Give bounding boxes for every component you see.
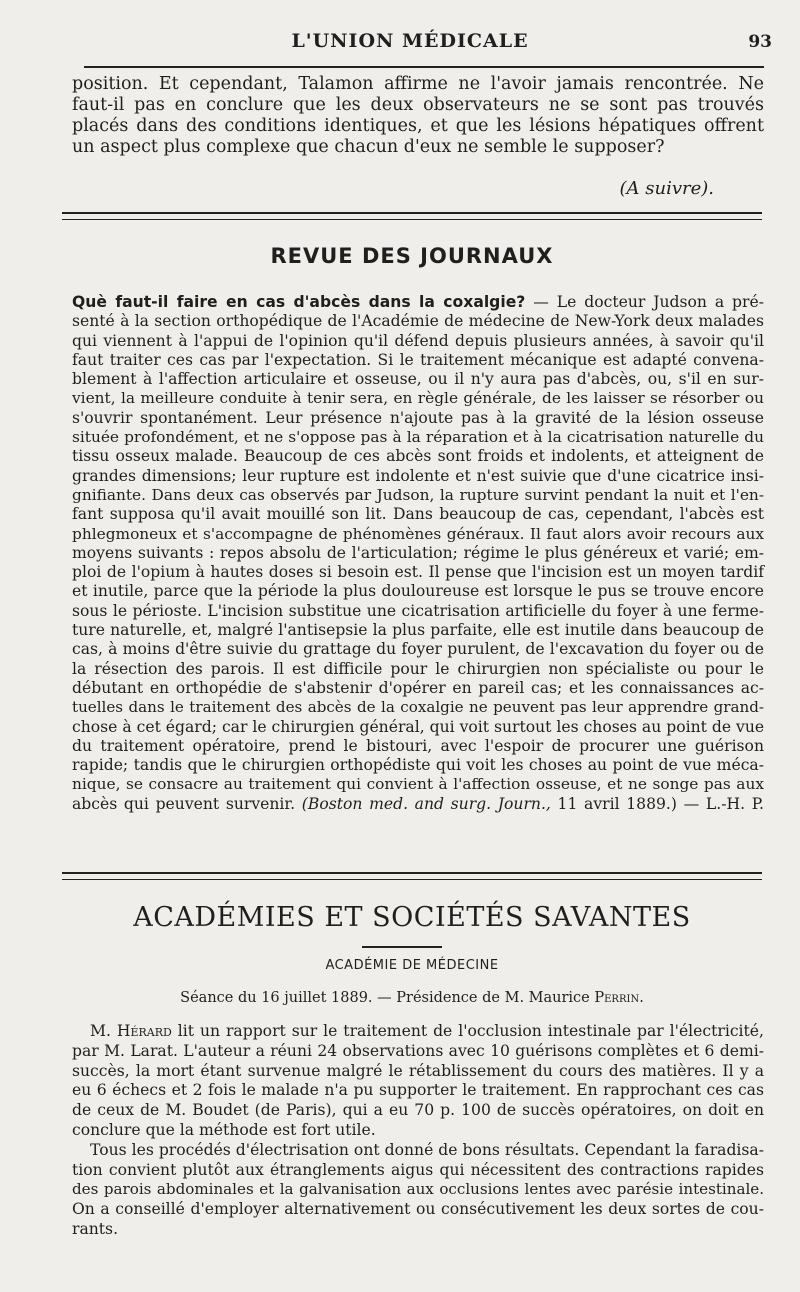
article-line: blement à l'affection articulaire et osseuse, ou il n'y aura pas d'abcès, ou, s'il en sur- [72, 370, 764, 389]
article-line: chose à cet égard; car le chirurgien général, qui voit surtout les choses au point de vue [72, 717, 765, 736]
citation-author: — L.-H. P. [683, 794, 764, 813]
report-line: conclure que la méthode est fort utile. [72, 1120, 376, 1139]
report-line: Tous les procédés d'électrisation ont donné de bons résultats. Cependant la faradisa- [90, 1140, 764, 1159]
article-line: débutant en orthopédie de s'abstenir d'opérer en pareil cas; et les connaissances ac- [72, 678, 764, 697]
academies-heading: ACADÉMIES ET SOCIÉTÉS SAVANTES [133, 902, 691, 933]
report-first-line [72, 1022, 764, 1042]
citation-date: 11 avril 1889.) [557, 794, 677, 813]
lead-line: position. Et cependant, Talamon affirme ne l'avoir jamais rencontrée. Ne [72, 74, 764, 94]
article-line: vient, la meilleure conduite à tenir sera, en règle générale, de les laisser se résorber ou [72, 389, 764, 408]
article-line: gnifiante. Dans deux cas observés par Judson, la rupture survint pendant la nuit et l'en- [72, 485, 764, 504]
section-rule [62, 872, 762, 880]
article-line: s'ouvrir spontanément. Leur présence n'ajoute pas à la gravité de la lésion osseuse [72, 408, 764, 427]
article-line: qui viennent à l'appui de l'opinion qu'il défend depuis plusieurs années, à savoir qu'il [72, 331, 764, 350]
article-line: fant supposa qu'il avait mouillé son lit. Dans beaucoup de cas, cependant, l'abcès est [72, 505, 764, 524]
journal-review-article [72, 293, 764, 814]
speaker-name: M. Hérard [90, 1022, 172, 1040]
lead-paragraph [72, 74, 764, 158]
article-line: tuelles dans le traitement des abcès de la coxalgie ne peuvent pas leur apprendre grand- [72, 698, 764, 717]
article-line: faut traiter ces cas par l'expectation. Si le traitement mécanique est adapté convena- [72, 350, 764, 369]
article-line: cas, à moins d'être suivie du grattage du foyer purulent, de l'excavation du foyer ou de [72, 640, 764, 659]
session-line [62, 990, 762, 1006]
report-line: tion convient plutôt aux étranglements aigus qui nécessitent des contractions rapides [72, 1160, 764, 1179]
report-line: eu 6 échecs et 2 fois le malade n'a pu supporter le traitement. En rapprochant ces cas [72, 1081, 764, 1100]
session-prefix: Séance du 16 juillet 1889. — Présidence de M. Maurice [180, 990, 590, 1006]
article-line: grandes dimensions; leur rupture est indolente et n'est suivie que d'une cicatrice insi- [72, 466, 764, 485]
article-first-line [72, 293, 764, 312]
article-title: Què faut-il faire en cas d'abcès dans la coxalgie? [72, 293, 526, 311]
lead-line: placés dans des conditions identiques, et que les lésions hépatiques offrent [72, 116, 764, 136]
page-number: 93 [748, 32, 772, 52]
article-line: sous le périoste. L'incision substitue une cicatrisation artificielle du foyer à une ferme- [72, 601, 764, 620]
article-line: ploi de l'opium à hautes doses si besoin est. Il pense que l'incision est un moyen tardif [72, 563, 764, 582]
article-line: rapide; tandis que le chirurgien orthopédiste qui voit les choses au point de vue méca- [72, 756, 764, 775]
report-line: de ceux de M. Boudet (de Paris), qui a eu 70 p. 100 de succès opératoires, on doit en [72, 1101, 764, 1120]
section-rule [62, 212, 762, 220]
article-line: nique, se consacre au traitement qui convient à l'affection osseuse, et ne songe pas aux [72, 775, 764, 794]
academy-subheading: ACADÉMIE DE MÉDECINE [325, 958, 499, 973]
article-line: senté à la section orthopédique de l'Académie de médecine de New-York deux malades [72, 312, 764, 331]
article-line: la résection des parois. Il est difficile pour le chirurgien non spécialiste ou pour le [72, 659, 764, 678]
session-president: Perrin. [594, 990, 644, 1006]
short-rule [362, 946, 442, 948]
report-line: On a conseillé d'employer alternativement ou consécutivement les deux sortes de cou- [72, 1200, 764, 1219]
article-line: ture naturelle, et, malgré l'antisepsie la plus parfaite, elle est inutile dans beaucoup de [72, 621, 764, 640]
article-line: située profondément, et ne s'oppose pas à la réparation et à la cicatrisation naturelle du [72, 428, 764, 447]
lead-line: un aspect plus complexe que chacun d'eux ne semble le supposer? [72, 137, 665, 157]
article-line: moyens suivants : repos absolu de l'articulation; régime le plus généreux et varié; em- [72, 543, 764, 562]
report-line: succès, la mort étant survenue malgré le rétablissement du cours des matières. Il y a [72, 1061, 764, 1080]
running-head: L'UNION MÉDICALE [291, 30, 529, 52]
article-line: — Le docteur Judson a pré- [533, 293, 764, 311]
article-line: et inutile, parce que la période la plus douloureuse est lorsque le pus se trouve encore [72, 582, 764, 601]
report-line: par M. Larat. L'auteur a réuni 24 observations avec 10 guérisons complètes et 6 demi- [72, 1041, 764, 1060]
lead-line: faut-il pas en conclure que les deux observateurs ne se sont pas trouvés [72, 95, 764, 115]
citation-source: (Boston med. and surg. Journ., [301, 794, 551, 813]
to-be-continued: (A suivre). [619, 178, 714, 199]
article-line: tissu osseux malade. Beaucoup de ces abcès sont froids et indolents, et atteignent de [72, 447, 764, 466]
report-line: rants. [72, 1219, 119, 1238]
journals-heading: REVUE DES JOURNAUX [270, 244, 554, 268]
article-last-line [72, 795, 764, 814]
header-rule [84, 66, 764, 68]
article-line: abcès qui peuvent survenir. [72, 794, 296, 813]
report-line: des parois abdominales et la galvanisation aux occlusions lentes avec parésie intestinale. [72, 1180, 764, 1199]
article-line: phlegmoneux et s'accompagne de phénomènes généraux. Il faut alors avoir recours aux [72, 524, 764, 543]
academy-report [72, 1022, 764, 1240]
report-line: lit un rapport sur le traitement de l'occlusion intestinale par l'électricité, [177, 1022, 764, 1040]
article-line: du traitement opératoire, prend le bistouri, avec l'espoir de procurer une guérison [72, 736, 764, 755]
